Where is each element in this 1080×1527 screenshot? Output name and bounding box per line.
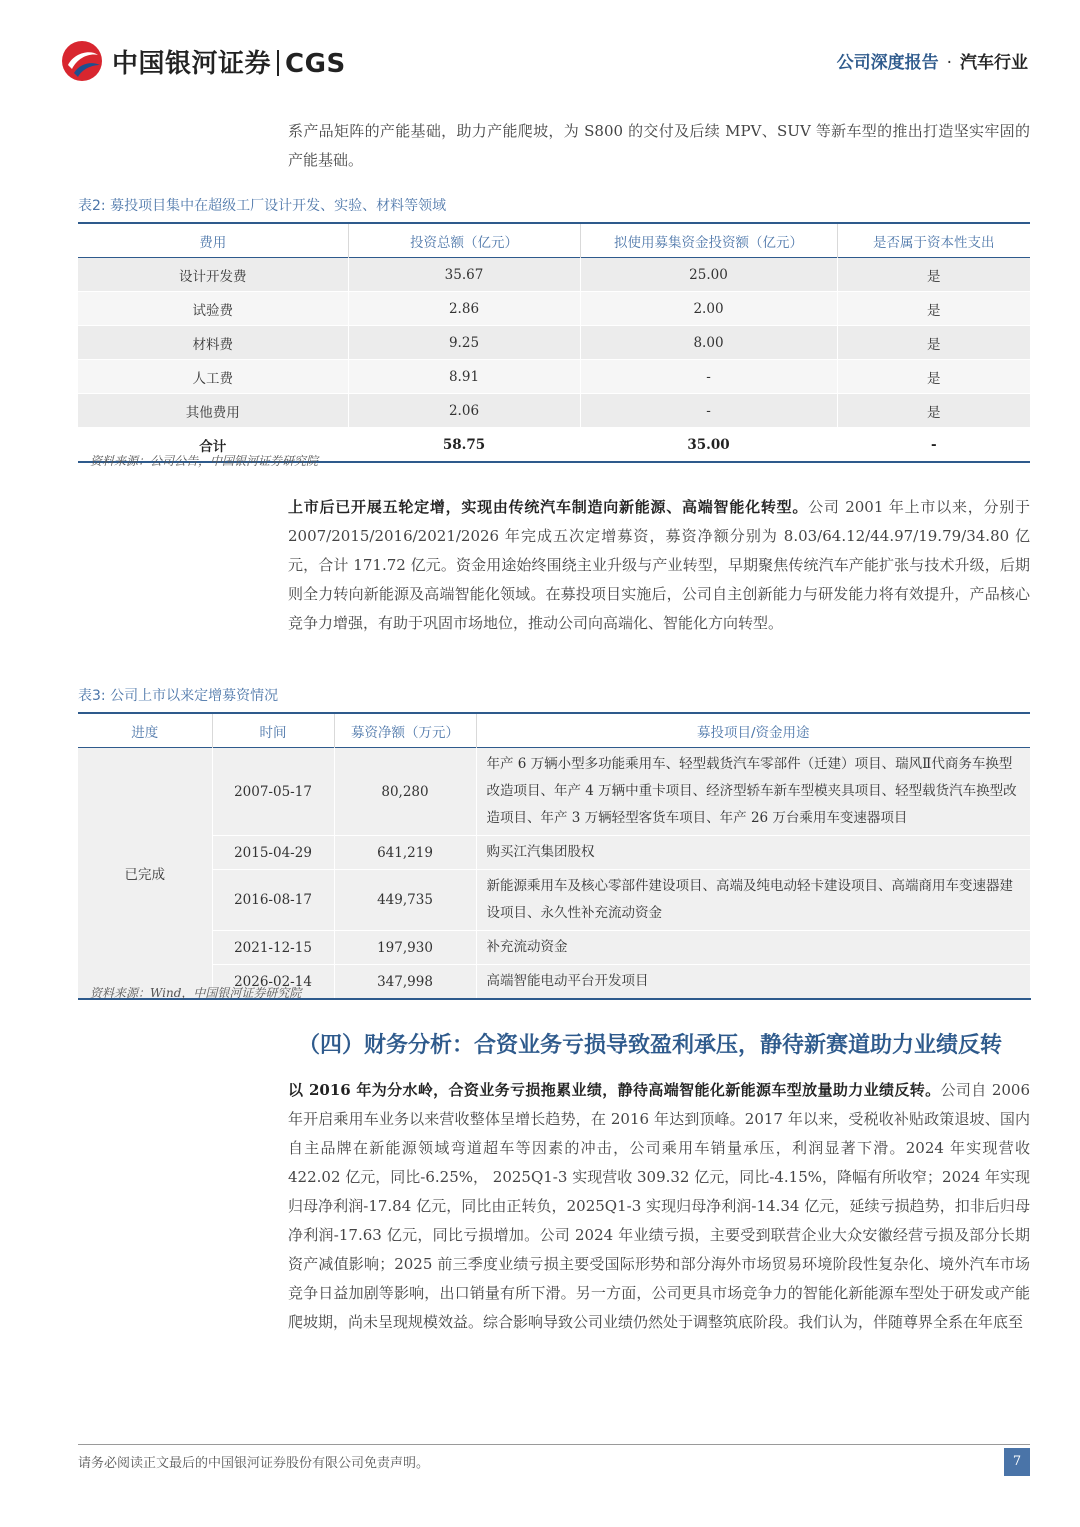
- table2-source: 资料来源：公司公告，中国银河证券研究院: [90, 454, 319, 468]
- section-title: （四）财务分析：合资业务亏损导致盈利承压，静待新赛道助力业绩反转: [298, 1032, 1003, 1058]
- use-cell: 补充流动资金: [476, 931, 1030, 965]
- table-cell: 设计开发费: [78, 258, 348, 292]
- company-logo: [60, 38, 360, 84]
- use-cell: 购买江汽集团股权: [476, 836, 1030, 870]
- column-header: 进度: [78, 713, 212, 748]
- cgs-logo-icon: [60, 39, 104, 83]
- separator-dot: ·: [946, 53, 952, 73]
- industry-label: 汽车行业: [960, 53, 1028, 73]
- table-cell: 25.00: [580, 258, 837, 292]
- table-row: [78, 748, 1030, 836]
- table-cell: 是: [837, 394, 1030, 428]
- table-row: [78, 360, 1030, 394]
- column-header: 募资净额（万元）: [334, 713, 476, 748]
- date-cell: 2007-05-17: [212, 748, 334, 836]
- table-cell: 其他费用: [78, 394, 348, 428]
- column-header: 募投项目/资金用途: [696, 724, 810, 741]
- column-header: 拟使用募集资金投资额（亿元）: [580, 223, 837, 258]
- column-header: 是否属于资本性支出: [873, 234, 995, 251]
- date-cell: 2015-04-29: [212, 836, 334, 870]
- date-cell: 2016-08-17: [212, 870, 334, 931]
- table-row: [78, 870, 1030, 931]
- table-cell: 8.00: [580, 326, 837, 360]
- amount-cell: 449,735: [334, 870, 476, 931]
- report-type: 公司深度报告: [836, 53, 939, 73]
- paragraph-lead: 上市后已开展五轮定增，实现由传统汽车制造向新能源、高端智能化转型。: [288, 498, 809, 516]
- table-cell: -: [580, 394, 837, 428]
- table-row: [78, 394, 1030, 428]
- table-cell: 2.00: [580, 292, 837, 326]
- table2-caption: 表2: 募投项目集中在超级工厂设计开发、实验、材料等领域: [78, 198, 447, 214]
- table-row: [78, 326, 1030, 360]
- column-header: 时间: [212, 713, 334, 748]
- table-header-row: [78, 223, 1030, 258]
- logo-text: 中国银河证券 CGS: [112, 48, 346, 79]
- table-cell: 35.67: [348, 258, 580, 292]
- table-cell: 2.06: [348, 394, 580, 428]
- table3-source: 资料来源：Wind，中国银河证券研究院: [90, 986, 302, 1000]
- investment-table: [78, 222, 1030, 463]
- table-cell: 是: [837, 258, 1030, 292]
- table-cell: 试验费: [78, 292, 348, 326]
- table-cell: 是: [837, 360, 1030, 394]
- paragraph-capacity: 系产品矩阵的产能基础，助力产能爬坡，为 S800 的交付及后续 MPV、SUV 等新车型的推出打造坚实牢固的产能基础。: [288, 122, 1030, 169]
- table-cell: -: [837, 428, 1030, 463]
- page-header: [0, 0, 1080, 100]
- footer-divider: [78, 1444, 1030, 1445]
- table-row: [78, 931, 1030, 965]
- use-cell: 年产 6 万辆小型多功能乘用车、轻型载货汽车零部件（迁建）项目、瑞风Ⅱ代商务车换型改造项目、年产 4 万辆中重卡项目、经济型轿车新车型模夹具项目、轻型载货汽车换型改造项目、年产 3 万辆轻型客货车项目、年产 26 万台乘用车变速器项目: [476, 748, 1030, 836]
- use-cell: 新能源乘用车及核心零部件建设项目、高端及纯电动轻卡建设项目、高端商用车变速器建设项目、永久性补充流动资金: [476, 870, 1030, 931]
- table-cell: 9.25: [348, 326, 580, 360]
- amount-cell: 347,998: [334, 965, 476, 1000]
- table-cell: 是: [837, 326, 1030, 360]
- paragraph-body: 公司自 2006 年开启乘用车业务以来营收整体呈增长趋势，在 2016 年达到顶峰。2017 年以来，受税收补贴政策退坡、国内自主品牌在新能源领域弯道超车等因素的冲击，公司乘用车销量承压，利润显著下滑。2024 年实现营收 422.02 亿元，同比-6.25%， 2025Q1-3 实现营收 309.32 亿元，同比-4.15%，降幅有所收窄；2024 年实现归母净利润-17.84 亿元，同比由正转负，2025Q1-3 实现归母净利润-14.34 亿元，延续亏损趋势，扣非后归母净利润-17.63 亿元，同比亏损增加。公司 2024 年业绩亏损，主要受到联营企业大众安徽经营亏损及部分长期资产减值影响；2025 前三季度业绩亏损主要受国际形势和部分海外市场贸易环境阶段性复杂化、境外汽车市场竞争日益加剧等影响，出口销量有所下滑。另一方面，公司更具市场竞争力的智能化新能源车型处于研发或产能爬坡期，尚未呈现规模效益。综合影响导致公司业绩仍然处于调整筑底阶段。我们认为，伴随尊界全系在年底至: [288, 1081, 1030, 1331]
- paragraph-lead: 以 2016 年为分水岭，合资业务亏损拖累业绩，静待高端智能化新能源车型放量助力业绩反转。: [288, 1081, 941, 1099]
- table-row: [78, 258, 1030, 292]
- table-cell: 合计: [78, 428, 348, 463]
- table-cell: 材料费: [78, 326, 348, 360]
- date-cell: 2021-12-15: [212, 931, 334, 965]
- table-row: [78, 836, 1030, 870]
- table-cell: 人工费: [78, 360, 348, 394]
- paragraph-body: 公司 2001 年上市以来，分别于 2007/2015/2016/2021/2026 年完成五次定增募资，募资净额分别为 8.03/64.12/44.97/19.79/34.80 亿元，合计 171.72 亿元。资金用途始终围绕主业升级与产业转型，早期聚焦传统汽车产能扩张与技术升级，后期则全力转向新能源及高端智能化领域。在募投项目实施后，公司自主创新能力与研发能力将有效提升，产品核心竞争力增强，有助于巩固市场地位，推动公司向高端化、智能化方向转型。: [288, 498, 1030, 632]
- progress-cell: 已完成: [78, 748, 212, 1000]
- page-number: 7: [1004, 1448, 1030, 1476]
- paragraph-financials: [288, 1076, 1030, 1337]
- table-row: [78, 292, 1030, 326]
- amount-cell: 80,280: [334, 748, 476, 836]
- table-cell: 8.91: [348, 360, 580, 394]
- footer-disclaimer: 请务必阅读正文最后的中国银河证券股份有限公司免责声明。: [78, 1456, 430, 1471]
- table3-caption: 表3: 公司上市以来定增募资情况: [78, 688, 279, 704]
- date-cell: 2026-02-14: [212, 965, 334, 1000]
- use-cell: 高端智能电动平台开发项目: [476, 965, 1030, 1000]
- column-header: 投资总额（亿元）: [348, 223, 580, 258]
- table-cell: 35.00: [580, 428, 837, 463]
- table-cell: 2.86: [348, 292, 580, 326]
- paragraph-placements: [288, 493, 1030, 638]
- column-header: 费用: [78, 223, 348, 258]
- table-cell: 58.75: [348, 428, 580, 463]
- amount-cell: 641,219: [334, 836, 476, 870]
- amount-cell: 197,930: [334, 931, 476, 965]
- placement-history-table: [78, 712, 1031, 1000]
- table-cell: -: [580, 360, 837, 394]
- table-header-row: [78, 713, 1030, 748]
- report-category: [837, 48, 1028, 73]
- table-cell: 是: [837, 292, 1030, 326]
